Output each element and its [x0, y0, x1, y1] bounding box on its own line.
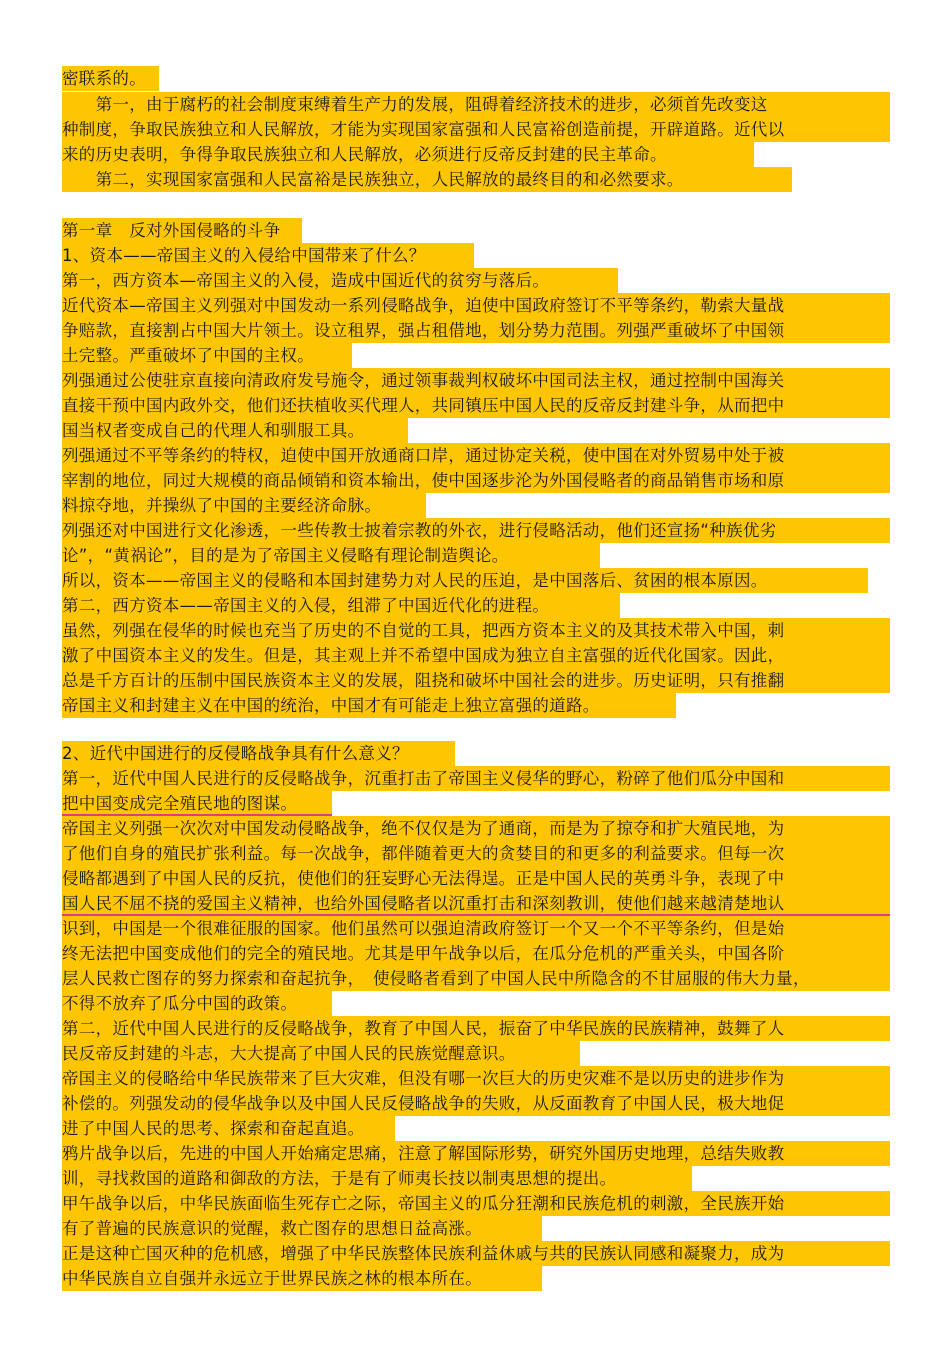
text-line: 所以，资本——帝国主义的侵略和本国封建势力对人民的压迫，是中国落后、贫困的根本原因。 [62, 568, 868, 593]
text-line: 论”，“黄祸论”，目的是为了帝国主义侵略有理论制造舆论。 [62, 543, 600, 568]
text-line: 帝国主义的侵略给中华民族带来了巨大灾难，但没有哪一次巨大的历史灾难不是以历史的进步作为 [62, 1066, 890, 1091]
text-line: 正是这种亡国灭种的危机感，增强了中华民族整体民族利益休戚与共的民族认同感和凝聚力，成为 [62, 1241, 890, 1266]
text-line: 不得不放弃了瓜分中国的政策。 [62, 991, 332, 1016]
text-line: 直接干预中国内政外交，他们还扶植收买代理人，共同镇压中国人民的反帝反封建斗争，从而把中 [62, 393, 890, 418]
text-line: 土完整。严重破坏了中国的主权。 [62, 343, 352, 368]
text-line: 进了中国人民的思考、探索和奋起直追。 [62, 1116, 395, 1141]
text-line: 民反帝反封建的斗志，大大提高了中国人民的民族觉醒意识。 [62, 1041, 580, 1066]
text-line: 甲午战争以后，中华民族面临生死存亡之际，帝国主义的瓜分狂潮和民族危机的刺激，全民族开始 [62, 1191, 890, 1216]
text-line: 近代资本—帝国主义列强对中国发动一系列侵略战争，迫使中国政府签订不平等条约，勒索大量战 [62, 293, 890, 318]
text-line: 帝国主义列强一次次对中国发动侵略战争，绝不仅仅是为了通商，而是为了掠夺和扩大殖民地，为 [62, 816, 890, 841]
text-line: 列强通过公使驻京直接向清政府发号施令，通过领事裁判权破坏中国司法主权，通过控制中国海关 [62, 368, 890, 393]
text-line: 第二，西方资本——帝国主义的入侵，组滞了中国近代化的进程。 [62, 593, 620, 618]
text-line: 料掠夺地，并操纵了中国的主要经济命脉。 [62, 493, 426, 518]
text-line: 来的历史表明，争得争取民族独立和人民解放，必须进行反帝反封建的民主革命。 [62, 142, 754, 167]
text-line: 训，寻找救国的道路和御敌的方法，于是有了师夷长技以制夷思想的提出。 [62, 1166, 692, 1191]
text-line: 第二，近代中国人民进行的反侵略战争，教育了中国人民，振奋了中华民族的民族精神，鼓舞了人 [62, 1016, 890, 1041]
text-line: 识到，中国是一个很难征服的国家。他们虽然可以强迫清政府签订一个又一个不平等条约，但是始 [62, 916, 890, 941]
text-line: 终无法把中国变成他们的完全的殖民地。尤其是甲午战争以后，在瓜分危机的严重关头，中国各阶 [62, 941, 890, 966]
text-line: 国当权者变成自己的代理人和驯服工具。 [62, 418, 408, 443]
text-line: 争赔款，直接割占中国大片领土。设立租界，强占租借地，划分势力范围。列强严重破坏了中国领 [62, 318, 890, 343]
text-line: 中华民族自立自强并永远立于世界民族之林的根本所在。 [62, 1266, 542, 1291]
underlined-text-line: 国人民不屈不挠的爱国主义精神，也给外国侵略者以沉重打击和深刻教训，使他们越来越清楚地认 [62, 891, 890, 916]
underlined-text-line: 把中国变成完全殖民地的图谋。 [62, 791, 332, 816]
text-line: 有了普遍的民族意识的觉醒，救亡图存的思想日益高涨。 [62, 1216, 542, 1241]
text-line: 第二，实现国家富强和人民富裕是民族独立，人民解放的最终目的和必然要求。 [62, 167, 792, 192]
text-line: 了他们自身的殖民扩张利益。每一次战争，都伴随着更大的贪婪目的和更多的利益要求。但每一次 [62, 841, 890, 866]
text-line: 第一，由于腐朽的社会制度束缚着生产力的发展，阻碍着经济技术的进步，必须首先改变这 [62, 92, 890, 117]
text-line: 列强通过不平等条约的特权，迫使中国开放通商口岸，通过协定关税，使中国在对外贸易中处于被 [62, 443, 890, 468]
text-line: 第一，近代中国人民进行的反侵略战争，沉重打击了帝国主义侵华的野心，粉碎了他们瓜分中国和 [62, 766, 890, 791]
text-line: 第一，西方资本—帝国主义的入侵，造成中国近代的贫穷与落后。 [62, 268, 618, 293]
text-line: 帝国主义和封建主义在中国的统治，中国才有可能走上独立富强的道路。 [62, 693, 676, 718]
text-line: 补偿的。列强发动的侵华战争以及中国人民反侵略战争的失败，从反面教育了中国人民，极大地促 [62, 1091, 890, 1116]
text-line: 虽然，列强在侵华的时候也充当了历史的不自觉的工具，把西方资本主义的及其技术带入中国，刺 [62, 618, 890, 643]
text-line: 层人民救亡图存的努力探索和奋起抗争， 使侵略者看到了中国人民中所隐含的不甘屈服的伟大力量， [62, 966, 890, 991]
text-line: 密联系的。 [62, 66, 159, 91]
text-line: 总是千方百计的压制中国民族资本主义的发展，阻挠和破坏中国社会的进步。历史证明，只有推翻 [62, 668, 890, 693]
chapter-heading: 第一章 反对外国侵略的斗争 [62, 218, 302, 243]
text-line: 鸦片战争以后，先进的中国人开始痛定思痛，注意了解国际形势，研究外国历史地理，总结失败教 [62, 1141, 890, 1166]
text-line: 侵略都遇到了中国人民的反抗，使他们的狂妄野心无法得逞。正是中国人民的英勇斗争，表现了中 [62, 866, 890, 891]
question-heading: 1、资本——帝国主义的入侵给中国带来了什么？ [62, 243, 474, 268]
question-heading: 2、近代中国进行的反侵略战争具有什么意义？ [62, 741, 455, 766]
text-line: 宰割的地位，同过大规模的商品倾销和资本输出，使中国逐步沦为外国侵略者的商品销售市场和原 [62, 468, 890, 493]
text-line: 种制度，争取民族独立和人民解放，才能为实现国家富强和人民富裕创造前提，开辟道路。近代以 [62, 117, 890, 142]
text-line: 列强还对中国进行文化渗透，一些传教士披着宗教的外衣，进行侵略活动，他们还宣扬“种族优劣 [62, 518, 890, 543]
text-line: 激了中国资本主义的发生。但是，其主观上并不希望中国成为独立自主富强的近代化国家。因此， [62, 643, 890, 668]
